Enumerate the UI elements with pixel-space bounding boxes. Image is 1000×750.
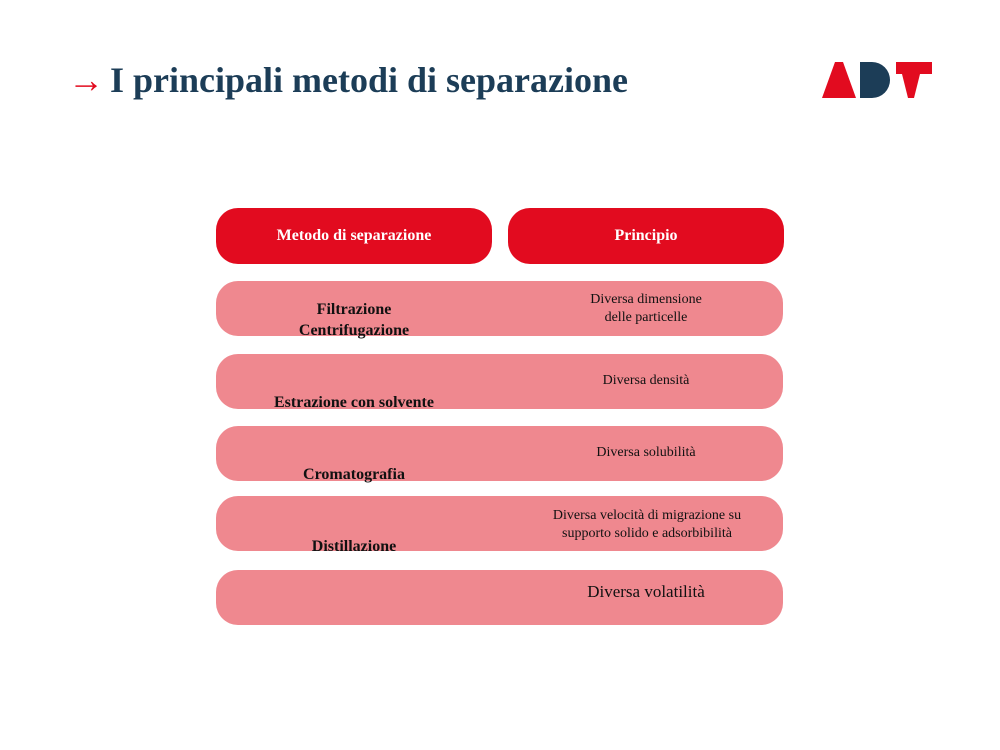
method-line: Cromatografia (303, 466, 405, 483)
principle-line: supporto solido e adsorbibilità (562, 526, 732, 541)
principle-line: delle particelle (604, 310, 688, 325)
title-arrow-icon: → (68, 60, 104, 100)
header-method-label: Metodo di separazione (276, 227, 432, 244)
principle-line: Diversa solubilità (596, 445, 696, 460)
method-estrazione (216, 392, 492, 413)
method-filtrazione-centrifugazione (216, 299, 492, 341)
principle-volatilita (508, 583, 784, 601)
method-cromatografia (216, 464, 492, 485)
method-line: Estrazione con solvente (274, 394, 434, 411)
header-principle-label: Principio (614, 227, 678, 244)
adt-logo (822, 62, 932, 98)
principle-line: Diversa volatilità (587, 582, 705, 601)
slide-title (68, 56, 628, 104)
principle-velocita-migrazione (508, 507, 786, 543)
method-line: Distillazione (311, 538, 397, 555)
principle-line: Diversa densità (602, 373, 690, 388)
header-method (216, 208, 492, 264)
principle-line: Diversa dimensione (590, 292, 702, 307)
method-distillazione (216, 536, 492, 557)
header-principle (508, 208, 784, 264)
method-line: Centrifugazione (298, 322, 410, 339)
principle-line: Diversa velocità di migrazione su (552, 508, 742, 523)
principle-dimensione (508, 291, 784, 327)
principle-densita (508, 372, 784, 390)
title-text: I principali metodi di separazione (110, 60, 629, 100)
principle-solubilita (508, 444, 784, 462)
method-line: Filtrazione (316, 301, 392, 318)
